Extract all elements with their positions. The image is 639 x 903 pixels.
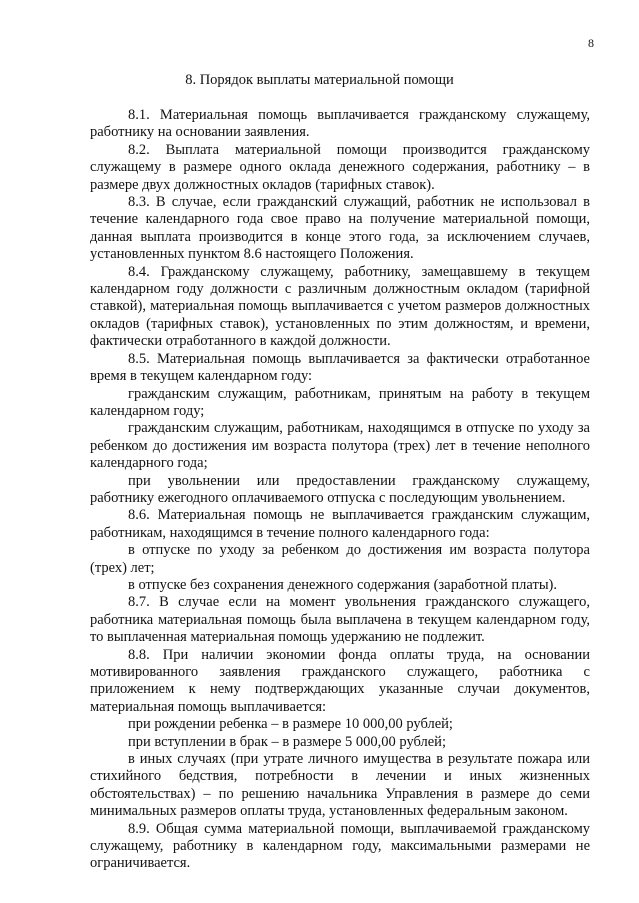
list-item: при вступлении в брак – в размере 5 000,00 рублей; xyxy=(128,733,446,750)
paragraph-8-6: 8.6. Материальная помощь не выплачивается гражданским служащим, работникам, находящимся в течение полного календарного года: xyxy=(90,507,590,541)
paragraph-8-7: 8.7. В случае если на момент увольнения гражданского служащего, работника материальная помощь была выплачена в текущем календарном году, то выплаченная материальная помощь удержанию не подлежит. xyxy=(90,594,590,646)
list-item: гражданским служащим, работникам, принятым на работу в текущем календарном году; xyxy=(90,385,590,419)
paragraph-8-1: 8.1. Материальная помощь выплачивается гражданскому служащему, работнику на основании заявления. xyxy=(90,107,590,141)
paragraph-8-4: 8.4. Гражданскому служащему, работнику, замещавшему в текущем календарном году должности с различным должностным окладом (тарифной ставкой), материальная помощь выплачивается с учетом размеров должностных окладов (тарифных ставок), установленных по этим должностям, и времени, фактически отработанного в каждой должности. xyxy=(90,263,590,350)
list-item: в отпуске без сохранения денежного содержания (заработной платы). xyxy=(128,576,558,593)
paragraph-8-3: 8.3. В случае, если гражданский служащий, работник не использовал в течение календарного года свое право на получение материальной помощи, данная выплата производится в конце этого года, за исключением случаев, установленных пунктом 8.6 настоящего Положения. xyxy=(90,194,590,263)
list-item: в иных случаях (при утрате личного имущества в результате пожара или стихийного бедствия, потребности в лечении и иных жизненных обстоятельствах) – по решению начальника Управления в размере до семи минимальных размеров оплаты труда, установленных федеральным законом. xyxy=(90,751,590,820)
section-heading: 8. Порядок выплаты материальной помощи xyxy=(185,72,454,88)
page-number: 8 xyxy=(588,36,594,50)
list-item: в отпуске по уходу за ребенком до достижения им возраста полутора (трех) лет; xyxy=(90,542,590,576)
list-item: при увольнении или предоставлении гражданскому служащему, работнику ежегодного оплачиваемого отпуска с последующим увольнением. xyxy=(90,472,590,506)
paragraph-8-2: 8.2. Выплата материальной помощи производится гражданскому служащему в размере одного оклада денежного содержания, работнику – в размере двух должностных окладов (тарифных ставок). xyxy=(90,141,590,193)
list-item: гражданским служащим, работникам, находящимся в отпуске по уходу за ребенком до достижения им возраста полутора (трех) лет в течение неполного календарного года; xyxy=(90,420,590,472)
section-body xyxy=(90,107,590,873)
paragraph-8-9: 8.9. Общая сумма материальной помощи, выплачиваемой гражданскому служащему, работнику в календарном году, максимальными размерами не ограничивается. xyxy=(90,820,590,872)
paragraph-8-5: 8.5. Материальная помощь выплачивается за фактически отработанное время в текущем календарном году: xyxy=(90,350,590,385)
paragraph-8-8: 8.8. При наличии экономии фонда оплаты труда, на основании мотивированного заявления гражданского служащего, работника с приложением к нему подтверждающих указанные случаи документов, материальная помощь выплачивается: xyxy=(90,646,590,715)
list-item: при рождении ребенка – в размере 10 000,00 рублей; xyxy=(128,716,453,733)
